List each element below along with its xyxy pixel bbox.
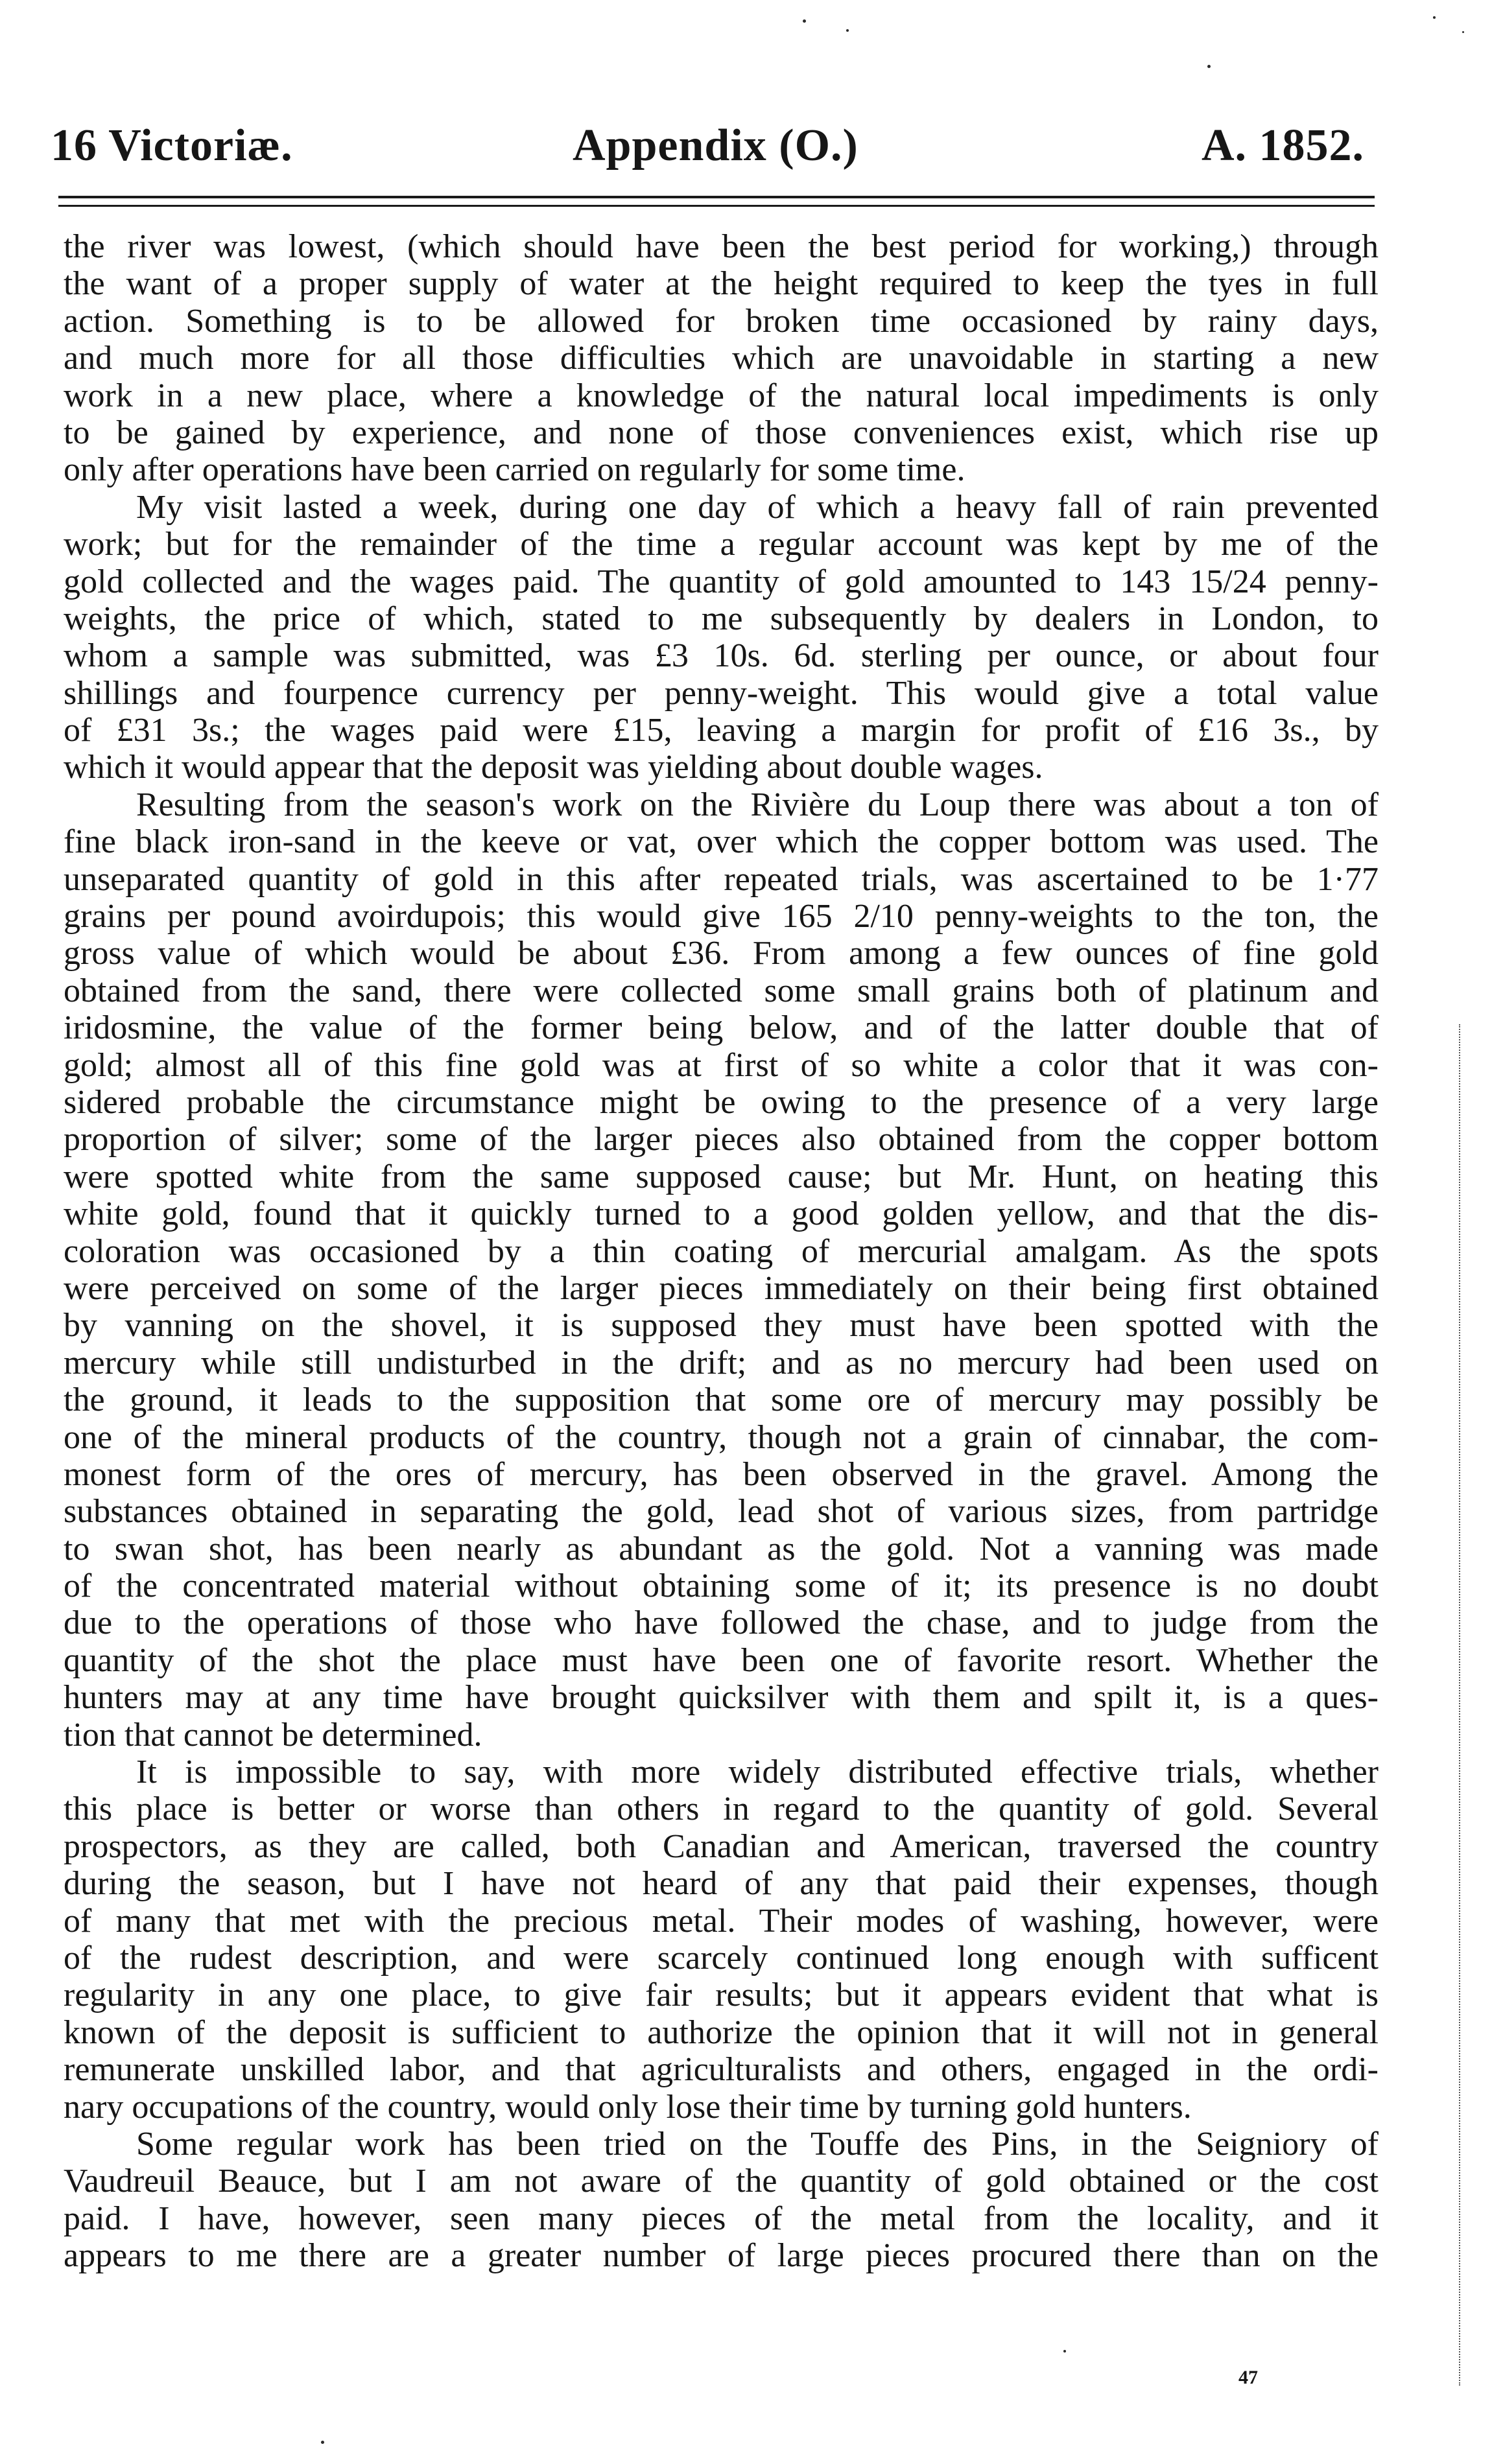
text-line: tion that cannot be determined. xyxy=(64,1716,482,1754)
text-line: only after operations have been carried on regularly for some time. xyxy=(64,451,965,489)
page-header xyxy=(51,110,1380,182)
text-line: Vaudreuil Beauce, but I am not aware of the quantity of gold obtained or the cost xyxy=(64,2163,1379,2200)
text-line: gross value of which would be about £36. From among a few ounces of fine gold xyxy=(64,935,1379,972)
text-line: weights, the price of which, stated to me subsequently by dealers in London, to xyxy=(64,600,1379,637)
text-line: of many that met with the precious metal. Their modes of washing, however, were xyxy=(64,1902,1379,1940)
print-speck xyxy=(321,2441,324,2444)
text-line: to swan shot, has been nearly as abundant as the gold. Not a vanning was made xyxy=(64,1530,1379,1567)
text-line: during the season, but I have not heard of any that paid their expenses, though xyxy=(64,1865,1379,1903)
header-appendix: Appendix (O.) xyxy=(573,121,858,170)
text-line: the want of a proper supply of water at the height required to keep the tyes in full xyxy=(64,265,1379,303)
text-line: quantity of the shot the place must have been one of favorite resort. Whether the xyxy=(64,1641,1379,1679)
text-line: mercury while still undisturbed in the drift; and as no mercury had been used on xyxy=(64,1344,1379,1381)
text-line: this place is better or worse than others in regard to the quantity of gold. Several xyxy=(64,1790,1379,1828)
body-text xyxy=(64,228,1379,2274)
text-line: gold; almost all of this fine gold was at first of so white a color that it was con- xyxy=(64,1046,1379,1084)
text-line: were perceived on some of the larger pieces immediately on their being first obtained xyxy=(64,1269,1379,1307)
print-speck xyxy=(1063,2350,1066,2353)
text-line: unseparated quantity of gold in this after repeated trials, was ascertained to be 1·77 xyxy=(64,860,1379,898)
text-line: proportion of silver; some of the larger pieces also obtained from the copper bottom xyxy=(64,1121,1379,1158)
header-year: A. 1852. xyxy=(1202,121,1365,170)
text-line: the ground, it leads to the supposition that some ore of mercury may possibly be xyxy=(64,1381,1379,1419)
text-line: Resulting from the season's work on the Rivière du Loup there was about a ton of xyxy=(136,786,1379,823)
header-volume: 16 Victoriæ. xyxy=(51,121,293,170)
print-speck xyxy=(1433,16,1436,19)
text-line: regularity in any one place, to give fair results; but it appears evident that what is xyxy=(64,1977,1379,2014)
text-line: sidered probable the circumstance might be owing to the presence of a very large xyxy=(64,1083,1379,1121)
text-line: monest form of the ores of mercury, has been observed in the gravel. Among the xyxy=(64,1455,1379,1493)
text-line: appears to me there are a greater number of large pieces procured there than on the xyxy=(64,2237,1379,2275)
print-speck xyxy=(1462,31,1464,33)
text-line: the river was lowest, (which should have been the best period for working,) through xyxy=(64,228,1379,265)
text-line: fine black iron-sand in the keeve or vat, over which the copper bottom was used. The xyxy=(64,823,1379,861)
header-rule-thin xyxy=(58,205,1375,207)
text-line: paid. I have, however, seen many pieces of the metal from the locality, and it xyxy=(64,2200,1379,2237)
text-line: white gold, found that it quickly turned to a good golden yellow, and that the dis- xyxy=(64,1195,1379,1233)
text-line: of the rudest description, and were scarcely continued long enough with sufficent xyxy=(64,1939,1379,1977)
page-number: 47 xyxy=(1238,2367,1258,2388)
text-line: work in a new place, where a knowledge of the natural local impediments is only xyxy=(64,377,1379,414)
text-line: gold collected and the wages paid. The quantity of gold amounted to 143 15/24 penny- xyxy=(64,563,1379,600)
header-rule-thick xyxy=(58,196,1375,198)
text-line: iridosmine, the value of the former being below, and of the latter double that of xyxy=(64,1009,1379,1047)
print-speck xyxy=(803,19,806,23)
text-line: known of the deposit is sufficient to authorize the opinion that it will not in general xyxy=(64,2013,1379,2051)
print-speck xyxy=(846,29,849,32)
text-line: Some regular work has been tried on the Touffe des Pins, in the Seigniory of xyxy=(136,2125,1379,2163)
text-line: nary occupations of the country, would only lose their time by turning gold hunters. xyxy=(64,2088,1192,2126)
text-line: hunters may at any time have brought quicksilver with them and spilt it, is a ques- xyxy=(64,1679,1379,1717)
text-line: obtained from the sand, there were collected some small grains both of platinum and xyxy=(64,972,1379,1009)
text-line: were spotted white from the same supposed cause; but Mr. Hunt, on heating this xyxy=(64,1158,1379,1195)
scan-edge-marks xyxy=(1459,1024,1464,2386)
text-line: to be gained by experience, and none of those conveniences exist, which rise up xyxy=(64,414,1379,451)
text-line: shillings and fourpence currency per penny-weight. This would give a total value xyxy=(64,674,1379,712)
text-line: by vanning on the shovel, it is supposed they must have been spotted with the xyxy=(64,1307,1379,1344)
text-line: work; but for the remainder of the time a regular account was kept by me of the xyxy=(64,526,1379,563)
text-line: of £31 3s.; the wages paid were £15, leaving a margin for profit of £16 3s., by xyxy=(64,712,1379,749)
text-line: grains per pound avoirdupois; this would give 165 2/10 penny-weights to the ton, the xyxy=(64,898,1379,935)
text-line: It is impossible to say, with more widely distributed effective trials, whether xyxy=(136,1754,1379,1791)
text-line: prospectors, as they are called, both Canadian and American, traversed the country xyxy=(64,1827,1379,1865)
text-line: one of the mineral products of the country, though not a grain of cinnabar, the com- xyxy=(64,1418,1379,1456)
text-line: whom a sample was submitted, was £3 10s. 6d. sterling per ounce, or about four xyxy=(64,637,1379,675)
text-line: remunerate unskilled labor, and that agriculturalists and others, engaged in the ordi- xyxy=(64,2051,1379,2089)
text-line: coloration was occasioned by a thin coating of mercurial amalgam. As the spots xyxy=(64,1232,1379,1270)
text-line: My visit lasted a week, during one day of which a heavy fall of rain prevented xyxy=(136,488,1379,526)
text-line: substances obtained in separating the gold, lead shot of various sizes, from partridge xyxy=(64,1493,1379,1531)
text-line: action. Something is to be allowed for broken time occasioned by rainy days, xyxy=(64,302,1379,340)
text-line: due to the operations of those who have followed the chase, and to judge from the xyxy=(64,1604,1379,1642)
text-line: of the concentrated material without obtaining some of it; its presence is no doubt xyxy=(64,1567,1379,1605)
print-speck xyxy=(1207,65,1211,68)
text-line: and much more for all those difficulties which are unavoidable in starting a new xyxy=(64,340,1379,377)
text-line: which it would appear that the deposit was yielding about double wages. xyxy=(64,749,1043,786)
